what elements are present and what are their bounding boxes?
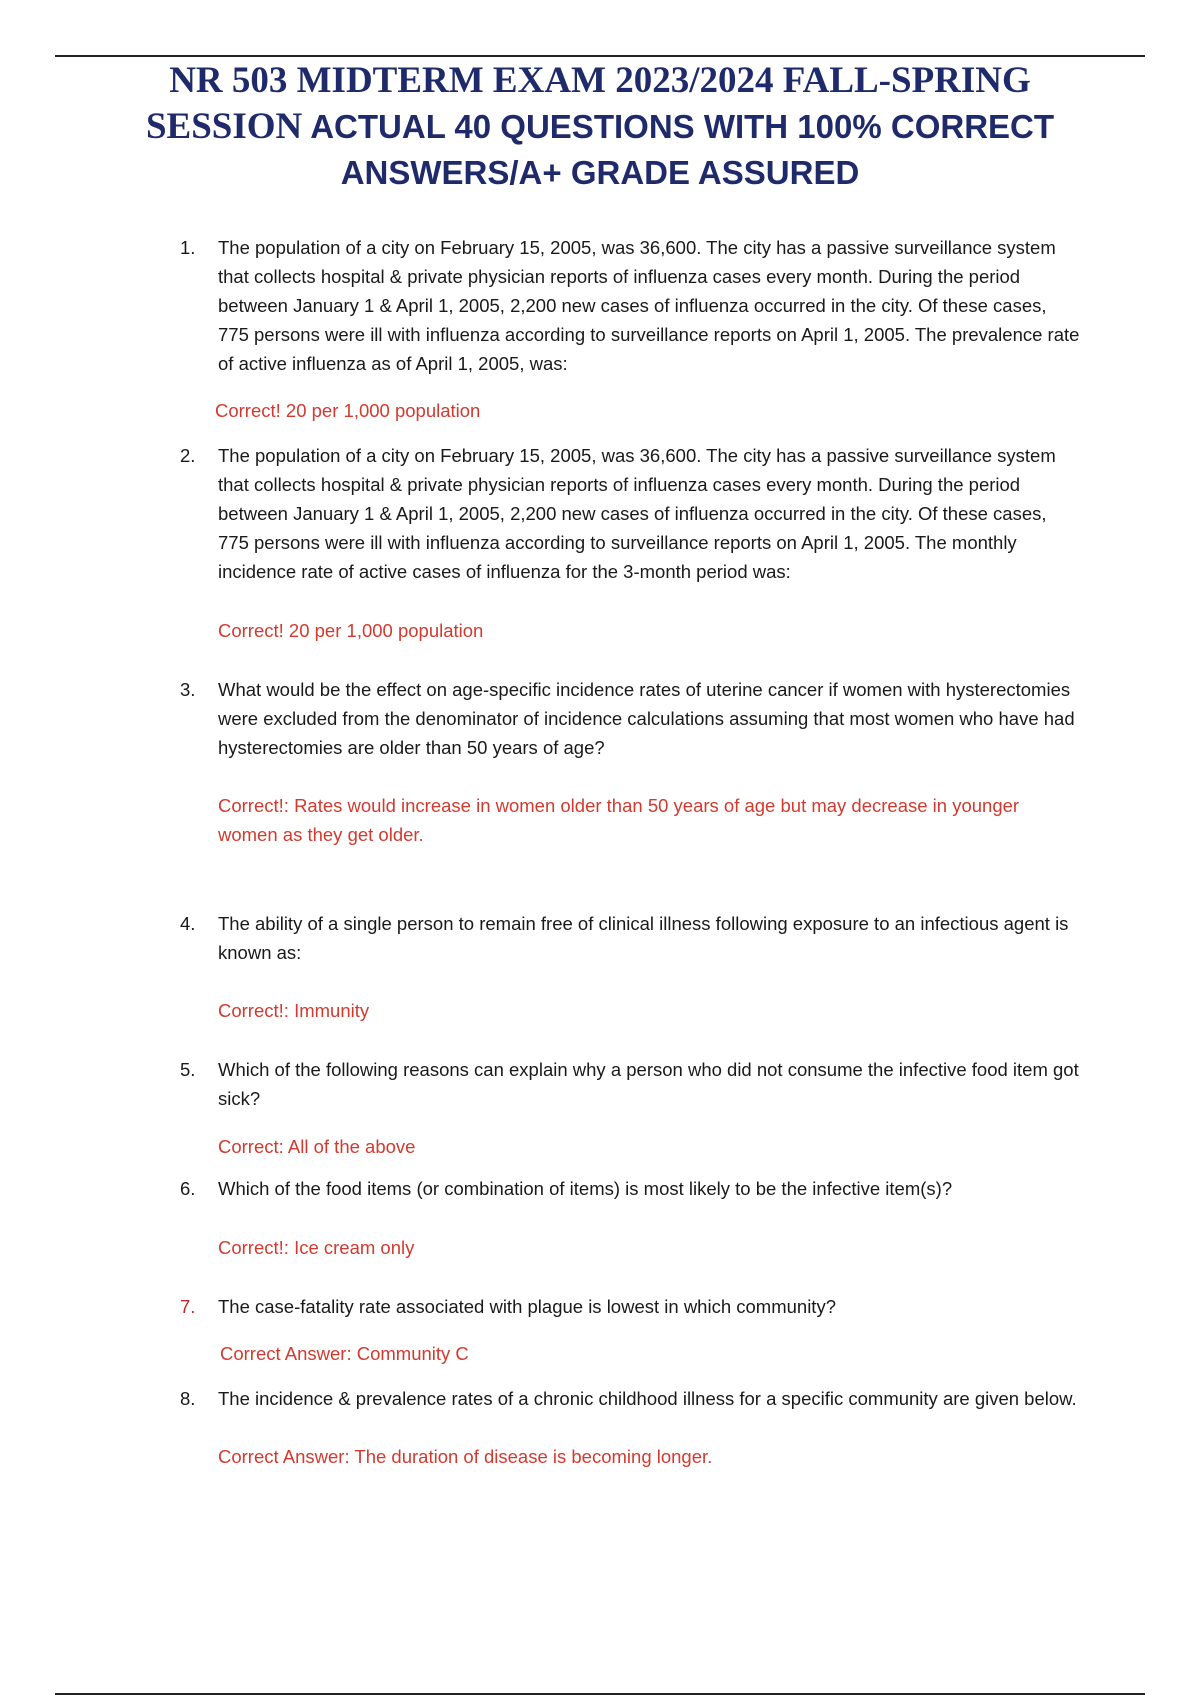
answer-7: Correct Answer: Community C	[220, 1343, 469, 1364]
question-number: 8.	[180, 1388, 196, 1409]
question-text: Which of the food items (or combination of items) is most likely to be the infective item(s)?	[218, 1178, 953, 1199]
question-2	[180, 441, 1080, 586]
page-title	[100, 58, 1100, 196]
question-8	[180, 1384, 1080, 1413]
title-line3: ANSWERS/A+ GRADE ASSURED	[340, 154, 860, 191]
question-3	[180, 675, 1080, 762]
answer-3: Correct!: Rates would increase in women older than 50 years of age but may decrease in younger women as they get older.	[218, 795, 1020, 845]
question-4	[180, 909, 1080, 967]
question-number: 3.	[180, 679, 196, 700]
question-text: The incidence & prevalence rates of a chronic childhood illness for a specific community are given below.	[218, 1388, 1077, 1409]
answer-8: Correct Answer: The duration of disease is becoming longer.	[218, 1446, 713, 1467]
question-text: What would be the effect on age-specific incidence rates of uterine cancer if women with hysterectomies were excluded from the denominator of incidence calculations assuming that most women who have had hysterectomies are older than 50 years of age?	[218, 679, 1075, 758]
answer-5: Correct: All of the above	[218, 1136, 416, 1157]
question-number: 1.	[180, 237, 196, 258]
question-text: The population of a city on February 15, 2005, was 36,600. The city has a passive surveillance system that collects hospital & private physician reports of influenza cases every month. During the period between January 1 & April 1, 2005, 2,200 new cases of influenza occurred in the city. Of these cases, 775 persons were ill with influenza according to surveillance reports on April 1, 2005. The monthly incidence rate of active cases of influenza for the 3-month period was:	[218, 445, 1056, 582]
top-rule	[55, 55, 1145, 57]
question-7	[180, 1292, 1080, 1321]
bottom-rule	[55, 1693, 1145, 1695]
question-text: Which of the following reasons can explain why a person who did not consume the infective food item got sick?	[218, 1059, 1079, 1109]
title-line2-serif: SESSION	[145, 106, 303, 147]
answer-2: Correct! 20 per 1,000 population	[218, 620, 484, 641]
answer-6: Correct!: Ice cream only	[218, 1237, 415, 1258]
question-number: 2.	[180, 445, 196, 466]
question-text: The ability of a single person to remain free of clinical illness following exposure to an infectious agent is known as:	[218, 913, 1069, 963]
title-line2-sans: ACTUAL 40 QUESTIONS WITH 100% CORRECT	[302, 108, 1055, 145]
question-6	[180, 1174, 1080, 1203]
question-text: The case-fatality rate associated with plague is lowest in which community?	[218, 1296, 836, 1317]
question-number: 6.	[180, 1178, 196, 1199]
question-number: 4.	[180, 913, 196, 934]
question-5	[180, 1055, 1080, 1113]
question-text: The population of a city on February 15, 2005, was 36,600. The city has a passive surveillance system that collects hospital & private physician reports of influenza cases every month. During the period between January 1 & April 1, 2005, 2,200 new cases of influenza occurred in the city. Of these cases, 775 persons were ill with influenza according to surveillance reports on April 1, 2005. The prevalence rate of active influenza as of April 1, 2005, was:	[218, 237, 1080, 374]
title-line1: NR 503 MIDTERM EXAM 2023/2024 FALL-SPRING	[169, 60, 1031, 101]
question-number: 7.	[180, 1296, 196, 1317]
answer-1: Correct! 20 per 1,000 population	[215, 400, 481, 421]
answer-4: Correct!: Immunity	[218, 1000, 370, 1021]
question-number: 5.	[180, 1059, 196, 1080]
question-1	[180, 233, 1080, 378]
